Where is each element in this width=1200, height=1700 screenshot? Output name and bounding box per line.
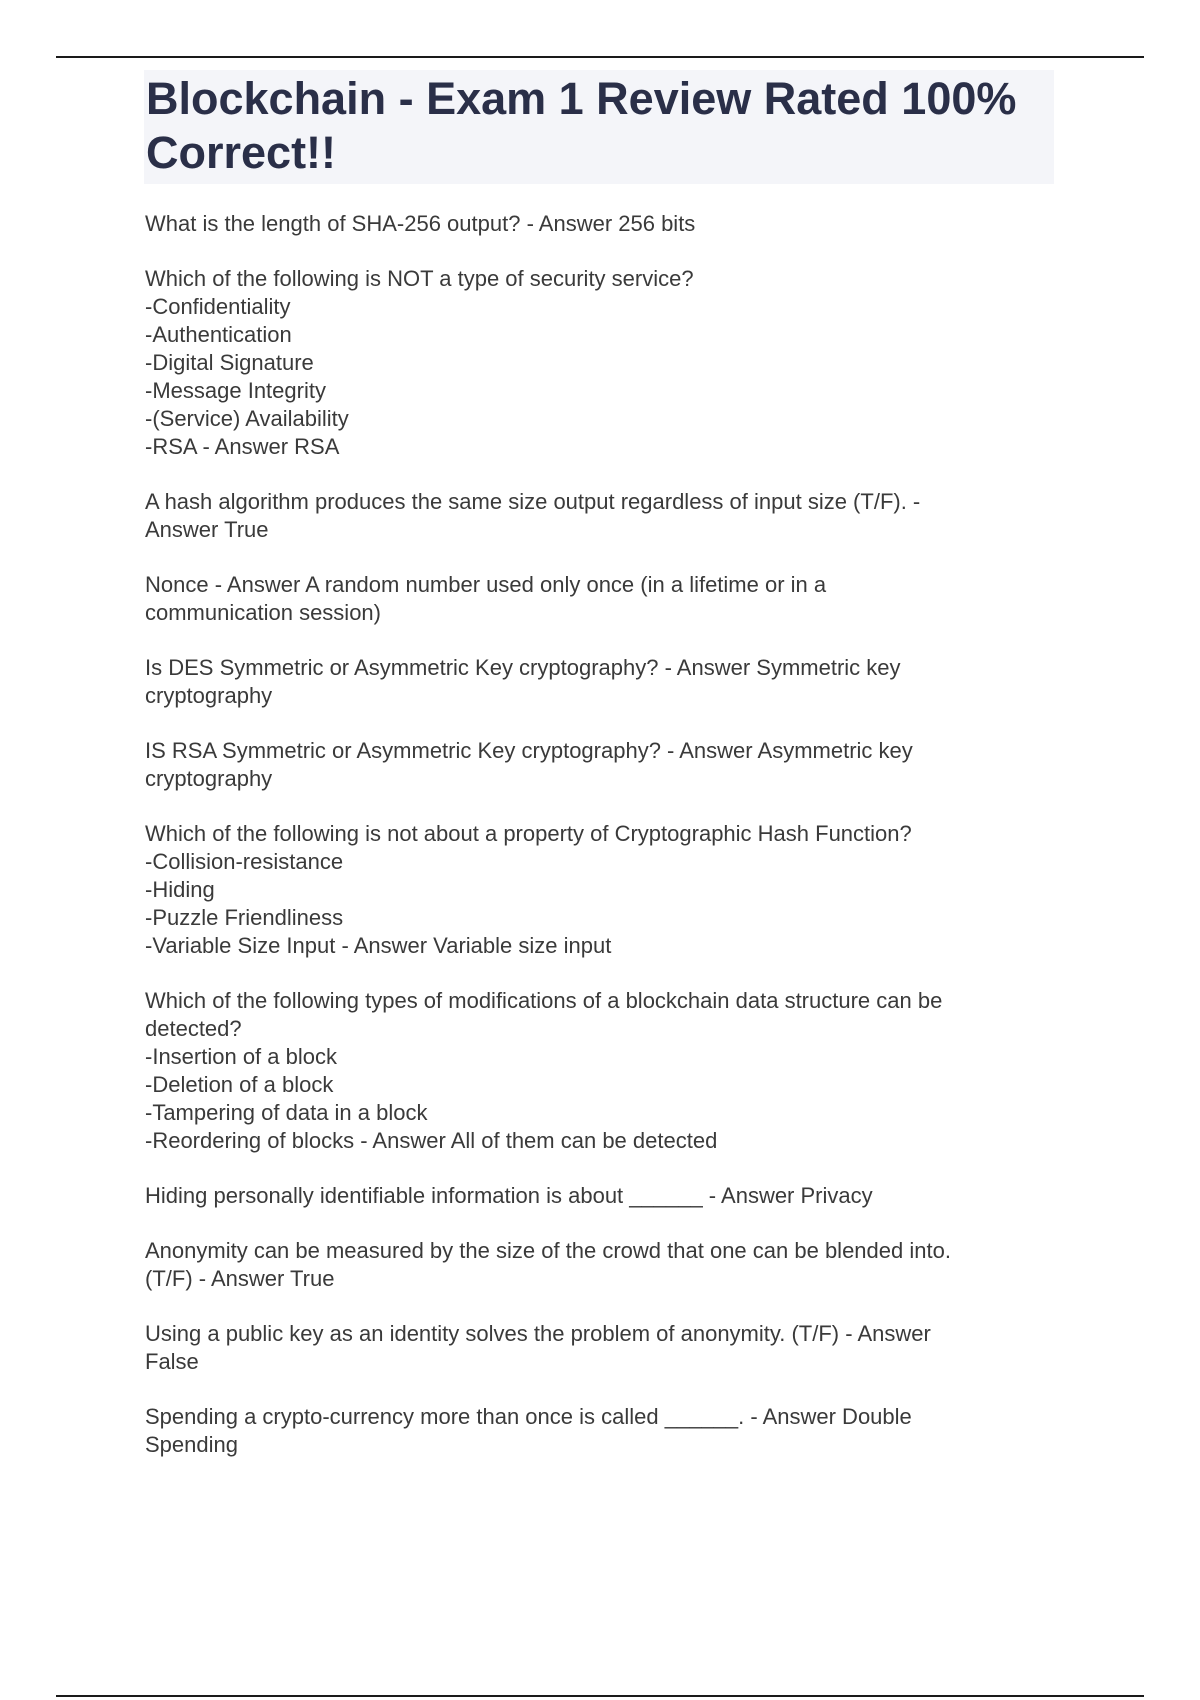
- document-title: Blockchain - Exam 1 Review Rated 100% Correct!!: [146, 73, 1017, 178]
- qa-line: Anonymity can be measured by the size of the crowd that one can be blended into.: [145, 1238, 951, 1263]
- top-rule: [56, 56, 1144, 58]
- qa-item-8: [145, 987, 1045, 1155]
- qa-line: False: [145, 1349, 199, 1374]
- qa-line: -RSA - Answer RSA: [145, 434, 340, 459]
- qa-line: -Insertion of a block: [145, 1044, 337, 1069]
- qa-item-2: [145, 265, 1045, 461]
- qa-list: [145, 210, 1045, 1486]
- qa-item-7: [145, 820, 1045, 960]
- qa-item-5: [145, 654, 1045, 710]
- qa-item-11: [145, 1320, 1045, 1376]
- qa-line: -Variable Size Input - Answer Variable size input: [145, 933, 612, 958]
- qa-line: detected?: [145, 1016, 242, 1041]
- qa-line: -Puzzle Friendliness: [145, 905, 344, 930]
- qa-item-3: [145, 488, 1045, 544]
- qa-line: Nonce - Answer A random number used only once (in a lifetime or in a: [145, 572, 827, 597]
- qa-line: -(Service) Availability: [145, 406, 349, 431]
- qa-item-9: [145, 1182, 1045, 1210]
- qa-line: Hiding personally identifiable information is about ______ - Answer Privacy: [145, 1183, 873, 1208]
- qa-line: Is DES Symmetric or Asymmetric Key cryptography? - Answer Symmetric key: [145, 655, 901, 680]
- qa-line: Spending: [145, 1432, 238, 1457]
- qa-line: -Message Integrity: [145, 378, 326, 403]
- qa-line: -Deletion of a block: [145, 1072, 334, 1097]
- qa-line: Using a public key as an identity solves the problem of anonymity. (T/F) - Answer: [145, 1321, 931, 1346]
- qa-line: -Collision-resistance: [145, 849, 344, 874]
- qa-line: What is the length of SHA-256 output? - Answer 256 bits: [145, 211, 696, 236]
- qa-line: Spending a crypto-currency more than once is called ______. - Answer Double: [145, 1404, 912, 1429]
- qa-line: (T/F) - Answer True: [145, 1266, 335, 1291]
- qa-item-10: [145, 1237, 1045, 1293]
- qa-line: -Hiding: [145, 877, 215, 902]
- qa-item-1: [145, 210, 1045, 238]
- qa-line: -Confidentiality: [145, 294, 291, 319]
- qa-line: Which of the following is not about a property of Cryptographic Hash Function?: [145, 821, 912, 846]
- qa-line: IS RSA Symmetric or Asymmetric Key cryptography? - Answer Asymmetric key: [145, 738, 913, 763]
- qa-line: Which of the following is NOT a type of security service?: [145, 266, 694, 291]
- qa-line: -Reordering of blocks - Answer All of them can be detected: [145, 1128, 718, 1153]
- qa-line: communication session): [145, 600, 381, 625]
- qa-line: -Authentication: [145, 322, 292, 347]
- qa-item-6: [145, 737, 1045, 793]
- qa-line: cryptography: [145, 766, 273, 791]
- qa-item-4: [145, 571, 1045, 627]
- qa-line: -Tampering of data in a block: [145, 1100, 428, 1125]
- qa-line: -Digital Signature: [145, 350, 314, 375]
- qa-line: Which of the following types of modifications of a blockchain data structure can be: [145, 988, 943, 1013]
- qa-line: Answer True: [145, 517, 269, 542]
- qa-item-12: [145, 1403, 1045, 1459]
- bottom-rule: [56, 1695, 1144, 1697]
- qa-line: A hash algorithm produces the same size output regardless of input size (T/F). -: [145, 489, 921, 514]
- qa-line: cryptography: [145, 683, 273, 708]
